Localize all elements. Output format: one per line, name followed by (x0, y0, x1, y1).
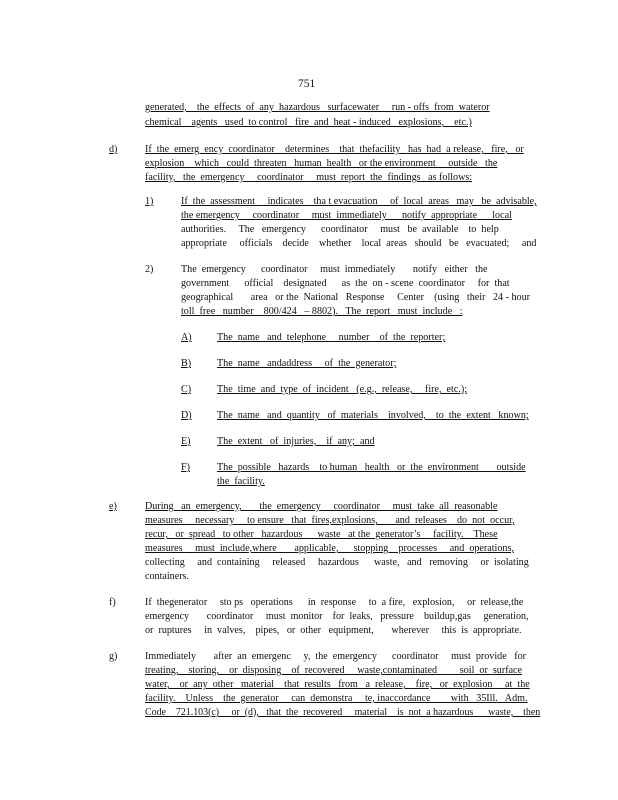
paragraph-line: or ruptures in valves, pipes, or other equipment, wherever this is appropriate. (145, 625, 522, 636)
paragraph-line: explosion which could threaten human health or the environment outside the (145, 158, 498, 169)
sub-item-text: The extent of injuries, if any; and (217, 436, 375, 447)
paragraph-line: water, or any other material that results from a release, fire, or explosion at the (145, 679, 530, 690)
sub-item-label: C) (181, 384, 192, 395)
item-label: 2) (145, 264, 154, 275)
section-label: f) (109, 597, 116, 608)
sub-item-label: D) (181, 410, 192, 421)
paragraph-line: treating, storing, or disposing of recovered waste,contaminated soil or surface (145, 665, 523, 676)
section-label: e) (109, 501, 117, 512)
paragraph-line: If the emerg ency coordinator determines that thefacility has had a release, fire, or (145, 144, 524, 155)
paragraph-line: Immediately after an emergenc y, the emergency coordinator must provide for (145, 651, 527, 662)
paragraph-line: Code 721.103(c) or (d), that the recovered material is not a hazardous waste, then (145, 707, 541, 718)
item-label: 1) (145, 196, 154, 207)
paragraph-line: The emergency coordinator must immediately notify either the (181, 264, 488, 275)
sub-item-text: The name andaddress of the generator; (217, 358, 397, 369)
paragraph-line: toll free number 800/424 – 8802). The report must include : (181, 306, 463, 317)
sub-item-text: the facility. (217, 476, 265, 487)
paragraph-line: measures must include,where applicable, stopping processes and operations, (145, 543, 514, 554)
paragraph-line: measures necessary to ensure that fires,explosions, and releases do not occur, (145, 515, 515, 526)
paragraph-line: generated, the effects of any hazardous surfacewater run - offs from wateror (145, 102, 490, 113)
paragraph-line: containers. (145, 571, 190, 582)
sub-item-text: The time and type of incident (e.g., release, fire, etc.); (217, 384, 468, 395)
sub-item-label: A) (181, 332, 192, 343)
sub-item-label: B) (181, 358, 192, 369)
section-label: g) (109, 651, 118, 662)
paragraph-line: authorities. The emergency coordinator must be available to help (181, 224, 499, 235)
sub-item-text: The name and telephone number of the reporter; (217, 332, 446, 343)
paragraph-line: recur, or spread to other hazardous waste at the generator’s facility. These (145, 529, 498, 540)
page-number: 751 (298, 78, 316, 90)
paragraph-line: geographical area or the National Response Center (using their 24 - hour (181, 292, 530, 303)
section-label: d) (109, 144, 118, 155)
sub-item-label: E) (181, 436, 191, 447)
paragraph-line: the emergency coordinator must immediately notify appropriate local (181, 210, 512, 221)
paragraph-line: facility, the emergency coordinator must report the findings as follows: (145, 172, 473, 183)
sub-item-label: F) (181, 462, 190, 473)
paragraph-line: government official designated as the on - scene coordinator for that (181, 278, 510, 289)
paragraph-line: If the assessment indicates tha t evacuation of local areas may be advisable, (181, 196, 537, 207)
sub-item-text: The name and quantity of materials involved, to the extent known; (217, 410, 529, 421)
paragraph-line: facility. Unless the generator can demonstra te, inaccordance with 35Ill. Adm. (145, 693, 528, 704)
paragraph-line: During an emergency, the emergency coordinator must take all reasonable (145, 501, 498, 512)
paragraph-line: chemical agents used to control fire and heat - induced explosions, etc.) (145, 117, 472, 128)
paragraph-line: emergency coordinator must monitor for leaks, pressure buildup,gas generation, (145, 611, 529, 622)
paragraph-line: If thegenerator sto ps operations in response to a fire, explosion, or release,the (145, 597, 524, 608)
paragraph-line: appropriate officials decide whether local areas should be evacuated; and (181, 238, 537, 249)
paragraph-line: collecting and containing released hazardous waste, and removing or isolating (145, 557, 529, 568)
sub-item-text: The possible hazards to human health or the environment outside (217, 462, 526, 473)
